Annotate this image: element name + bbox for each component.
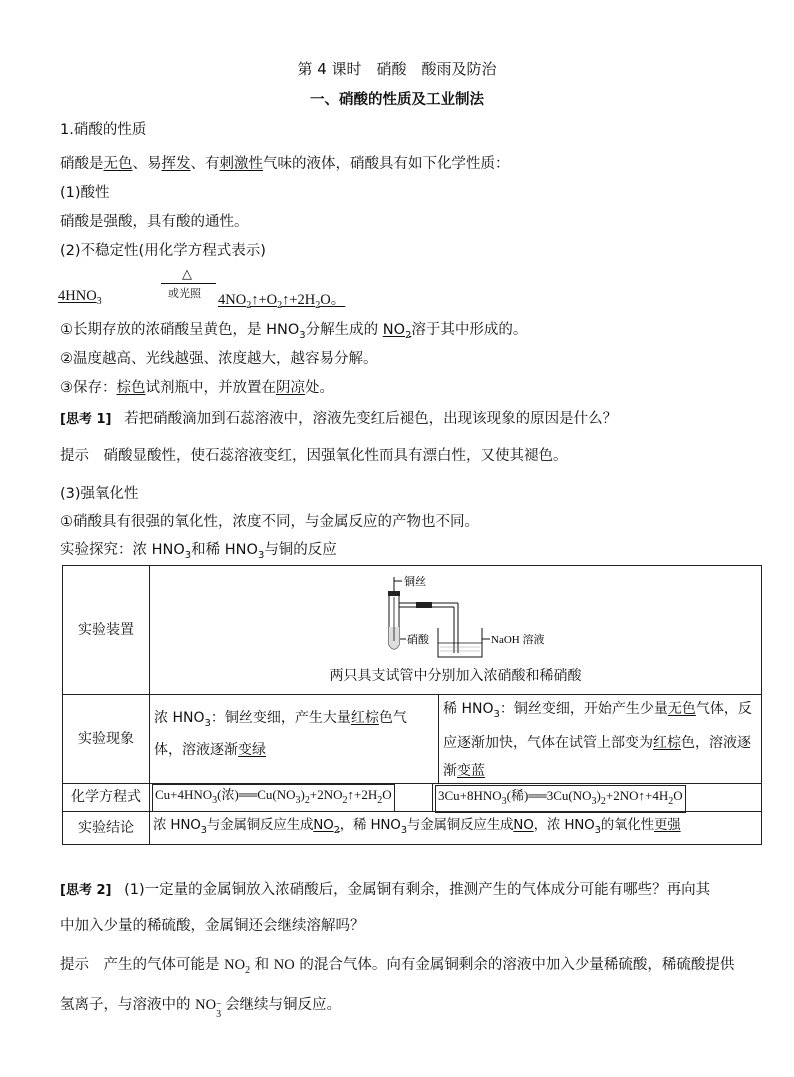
note-2: ②温度越高、光线越强、浓度越大，越容易分解。 xyxy=(60,351,378,367)
think-1: [思考 1] 若把硝酸滴加到石蕊溶液中，溶液先变红后褪色，出现该现象的原因是什么？ xyxy=(60,411,618,427)
condition-line xyxy=(161,283,216,284)
naoh-label: NaOH 溶液 xyxy=(490,633,544,646)
equation-cells xyxy=(150,784,762,812)
note-1: ①长期存放的浓硝酸呈黄色，是 $HNO_3$分解生成的 $NO_2$溶于其中形成的。 xyxy=(60,322,528,341)
nitric-acid-label: 硝酸 xyxy=(406,633,429,646)
instability-heading: (2)不稳定性(用化学方程式表示) xyxy=(60,243,266,259)
concentrated-equation: $Cu+4HNO_3$(浓)$══Cu(NO_3)_2+2NO_2↑+2H_2O$ xyxy=(150,784,433,811)
think-2: [思考 2] (1)一定量的金属铜放入浓硝酸后，金属铜有剩余，推测产生的气体成分可能有哪些？再向其 xyxy=(60,882,711,898)
properties-line: 硝酸是无色、易挥发、有刺激性气味的液体，硝酸具有如下化学性质： xyxy=(60,156,510,172)
phenomenon-row xyxy=(63,695,762,784)
think-2-tag: [思考 2] xyxy=(60,883,112,898)
device-cell xyxy=(150,566,762,695)
acidity-text: 硝酸是强酸，具有酸的通性。 xyxy=(60,214,249,230)
subheading-properties: 1.硝酸的性质 xyxy=(60,122,147,138)
dilute-observation: 稀 $HNO_3$：铜丝变细，开始产生少量无色气体，反应逐渐加快，气体在试管上部变为红棕色，溶液逐渐变蓝 xyxy=(443,701,752,779)
experiment-table xyxy=(62,565,762,845)
note-3: ③保存：棕色试剂瓶中，并放置在阴凉处。 xyxy=(60,380,334,396)
equation-label: 化学方程式 xyxy=(63,784,150,812)
device-row xyxy=(63,566,762,695)
hint-1: 提示 硝酸显酸性，使石蕊溶液变红，因强氧化性而具有漂白性，又使其褪色。 xyxy=(60,448,568,464)
conclusion-label: 实验结论 xyxy=(63,812,150,845)
copper-wire-label: 铜丝 xyxy=(403,575,426,588)
device-caption: 两只具支试管中分别加入浓硝酸和稀硝酸 xyxy=(329,667,582,684)
oxidizing-text: ①硝酸具有很强的氧化性，浓度不同，与金属反应的产物也不同。 xyxy=(60,514,479,530)
conclusion-row xyxy=(63,812,762,845)
dilute-equation: $3Cu+8HNO_3$(稀)$══3Cu(NO_3)_2+2NO↑+4H_2O$ xyxy=(433,783,761,813)
think-2-line-2: 中加入少量的稀硫酸，金属铜还会继续溶解吗？ xyxy=(60,918,365,934)
apparatus-diagram xyxy=(306,573,606,665)
condition-top: △ xyxy=(182,266,192,281)
acidity-heading: (1)酸性 xyxy=(60,185,110,201)
oxidizing-heading: (3)强氧化性 xyxy=(60,486,139,502)
section-heading: 一、硝酸的性质及工业制法 xyxy=(310,92,484,108)
experiment-intro: 实验探究：浓 $HNO_3$和稀 $HNO_3$与铜的反应 xyxy=(60,542,337,561)
hint-2-line-2: 氢离子，与溶液中的 NO − 3 会继续与铜反应。 xyxy=(60,997,342,1020)
conclusion-text: 浓 $HNO_3$与金属铜反应生成$NO_2$，稀 $HNO_3$与金属铜反应生成NO，浓 $HNO_3$的氧化性更强 xyxy=(150,812,762,845)
concentrated-observation: 浓 $HNO_3$：铜丝变细，产生大量红棕色气体，溶液逐渐变绿 xyxy=(150,695,439,783)
decomposition-equation: $4HNO_3$ △ 或光照 $4NO_2↑+O_2↑+2H_2O$。 xyxy=(58,266,346,311)
page-title: 第 4 课时 硝酸 酸雨及防治 xyxy=(297,60,497,78)
think-1-tag: [思考 1] xyxy=(60,412,112,427)
equation-row xyxy=(63,784,762,812)
phenomenon-cells xyxy=(150,695,762,784)
device-label: 实验装置 xyxy=(63,566,150,695)
hint-2: 提示 产生的气体可能是 $NO_2$ 和 NO 的混合气体。向有金属铜剩余的溶液中加入少量稀硫酸，稀硫酸提供 xyxy=(60,957,735,976)
phenomenon-label: 实验现象 xyxy=(63,695,150,784)
condition-bottom: 或光照 xyxy=(168,288,201,300)
